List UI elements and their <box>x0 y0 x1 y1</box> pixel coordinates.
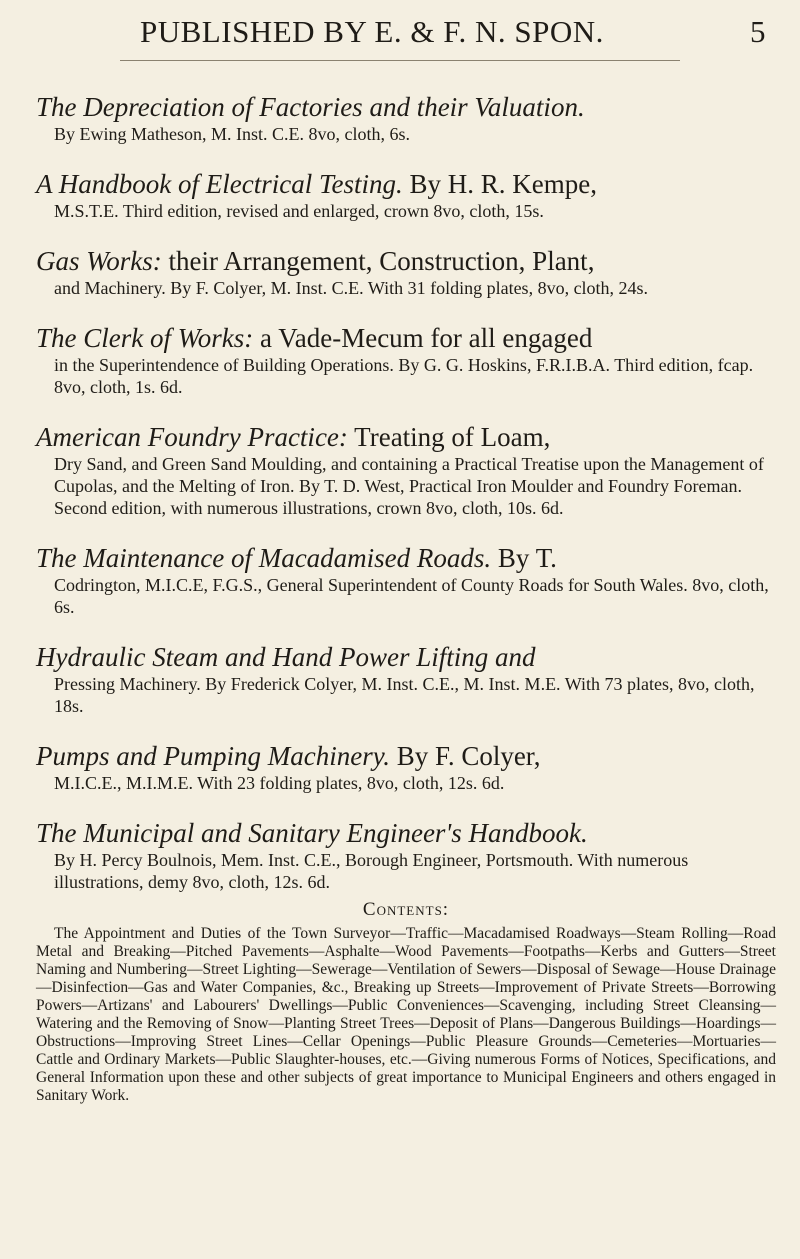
book-title: A Handbook of Electrical Testing. <box>36 169 403 199</box>
book-subtitle: a Vade-Mecum for all engaged <box>260 323 593 353</box>
book-title: The Clerk of Works: <box>36 323 254 353</box>
book-title: Gas Works: <box>36 246 162 276</box>
book-title: The Maintenance of Macadamised Roads. <box>36 543 492 573</box>
book-entry-electrical-testing <box>36 169 776 222</box>
book-title: Pumps and Pumping Machinery. <box>36 741 390 771</box>
page-number: 5 <box>750 14 766 49</box>
book-details: in the Superintendence of Building Operations. By G. G. Hoskins, F.R.I.B.A. Third edition, fcap. 8vo, cloth, 1s. 6d. <box>54 355 754 397</box>
contents-text: The Appointment and Duties of the Town Surveyor—Traffic—Macadamised Roadways—Steam Rolling—Road Metal and Breaking—Pitched Pavements—Asphalte—Wood Pavements—Footpaths—Kerbs and Gutters—Street Naming and Numbering—Street Lighting—Sewerage—Ventilation of Sewers—Disposal of Sewage—House Drainage—Disinfection—Gas and Water Companies, &c., Breaking up Streets—Improvement of Private Streets—Borrowing Powers—Artizans' and Labourers' Dwellings—Public Conveniences—Scavenging, including Street Cleansing—Watering and the Removing of Snow—Planting Street Trees—Deposit of Plans—Dangerous Buildings—Hoardings—Obstructions—Improving Street Lines—Cellar Openings—Public Pleasure Grounds—Cemeteries—Mortuaries—Cattle and Ordinary Markets—Public Slaughter-houses, etc.—Giving numerous Forms of Notices, Specifications, and General Information upon these and other subjects of great importance to Municipal Engineers and others engaged in Sanitary Work. <box>36 925 776 1104</box>
book-entry-clerk-of-works <box>36 323 776 398</box>
publisher-heading: PUBLISHED BY E. & F. N. SPON. <box>140 14 604 49</box>
book-title: The Depreciation of Factories and their Valuation. <box>36 92 585 122</box>
book-title: Hydraulic Steam and Hand Power Lifting and <box>36 642 536 672</box>
book-details: Codrington, M.I.C.E, F.G.S., General Superintendent of County Roads for South Wales. 8vo, cloth, 6s. <box>54 575 769 617</box>
running-head <box>0 14 800 54</box>
book-author: By T. <box>497 543 557 573</box>
book-list <box>36 92 776 1129</box>
book-title: The Municipal and Sanitary Engineer's Handbook. <box>36 818 588 848</box>
book-entry-pumps <box>36 741 776 794</box>
book-details: Dry Sand, and Green Sand Moulding, and containing a Practical Treatise upon the Management of Cupolas, and the Melting of Iron. By T. D. West, Practical Iron Moulder and Foundry Foreman. Second edition, with numerous illustrations, crown 8vo, cloth, 10s. 6d. <box>54 454 764 518</box>
book-entry-gas-works <box>36 246 776 299</box>
book-entry-hydraulic-lifting <box>36 642 776 717</box>
contents-heading: Contents: <box>362 899 450 920</box>
book-subtitle: their Arrangement, Construction, Plant, <box>168 246 595 276</box>
book-details: By H. Percy Boulnois, Mem. Inst. C.E., Borough Engineer, Portsmouth. With numerous illustrations, demy 8vo, cloth, 12s. 6d. <box>54 850 689 892</box>
book-subtitle: Treating of Loam, <box>354 422 551 452</box>
header-rule <box>120 60 680 61</box>
book-details: M.S.T.E. Third edition, revised and enlarged, crown 8vo, cloth, 15s. <box>54 201 544 221</box>
book-entry-macadamised-roads <box>36 543 776 618</box>
book-author: By H. R. Kempe, <box>409 169 597 199</box>
book-entry-depreciation <box>36 92 776 145</box>
book-entry-municipal-engineer <box>36 818 776 1105</box>
book-details: M.I.C.E., M.I.M.E. With 23 folding plates, 8vo, cloth, 12s. 6d. <box>54 773 505 793</box>
book-author: By F. Colyer, <box>396 741 541 771</box>
book-details: and Machinery. By F. Colyer, M. Inst. C.E. With 31 folding plates, 8vo, cloth, 24s. <box>54 278 649 298</box>
book-title: American Foundry Practice: <box>36 422 348 452</box>
book-details: Pressing Machinery. By Frederick Colyer, M. Inst. C.E., M. Inst. M.E. With 73 plates, 8vo, cloth, 18s. <box>54 674 755 716</box>
book-details: By Ewing Matheson, M. Inst. C.E. 8vo, cloth, 6s. <box>54 124 410 144</box>
book-entry-foundry-practice <box>36 422 776 519</box>
